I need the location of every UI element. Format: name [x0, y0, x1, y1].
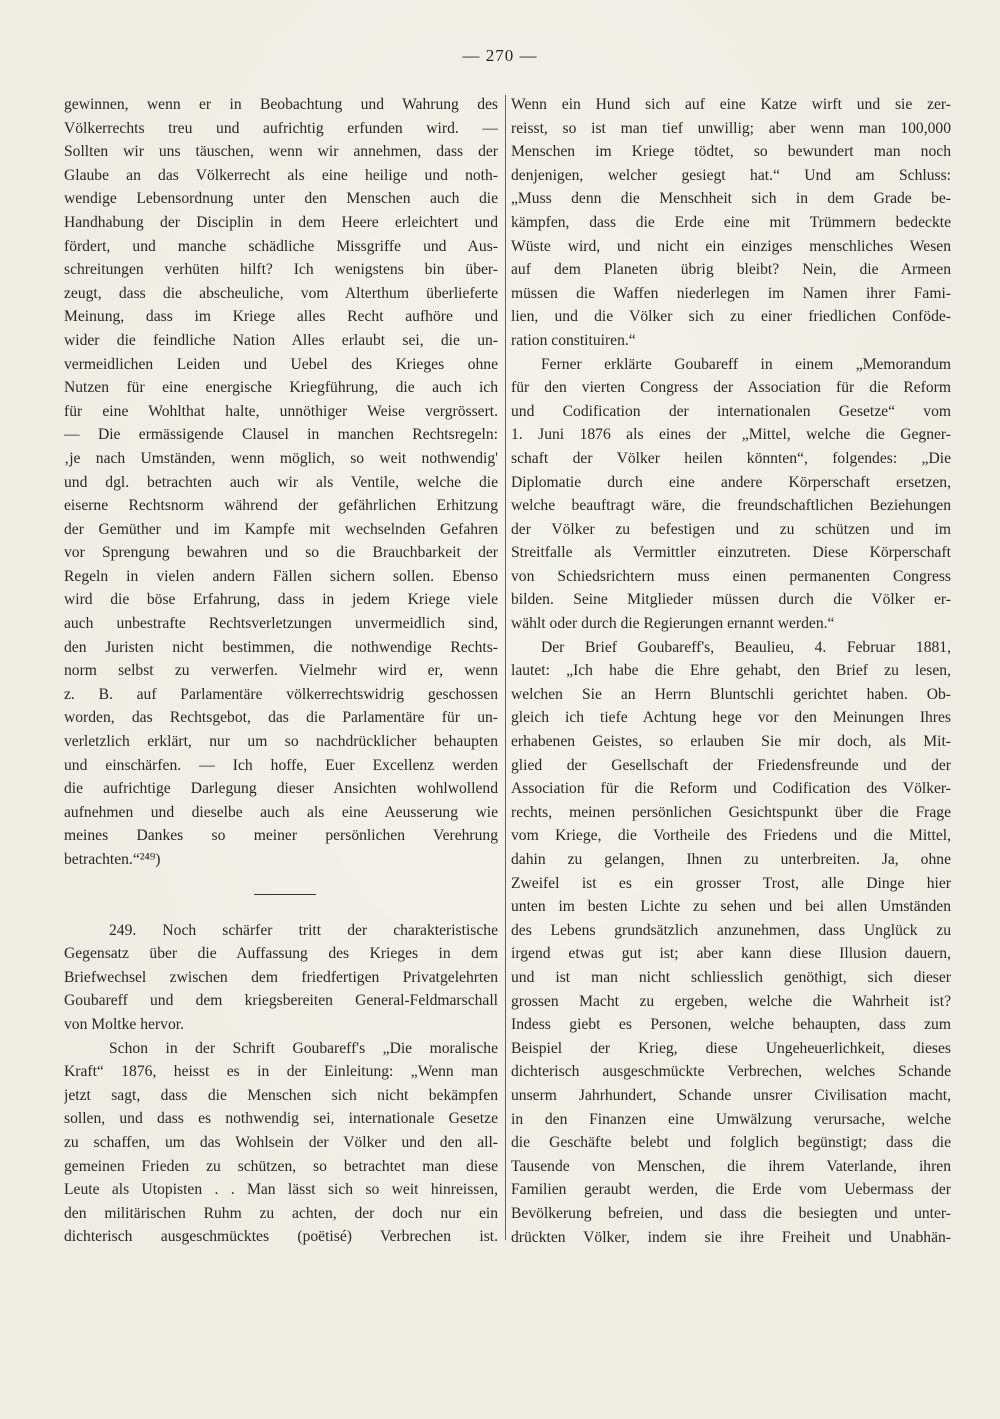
text-line: denjenigen, welcher gesiegt hat.“ Und am Schluss: — [511, 166, 951, 184]
text-line: welchen Sie an Herrn Bluntschli gerichtet haben. Ob- — [511, 685, 951, 703]
text-line: Goubareff und dem kriegsbereiten General-Feldmarschall — [64, 992, 498, 1010]
text-line: ration constituiren.“ — [511, 331, 636, 349]
text-line: lien, und die Völker sich zu einer friedlichen Confödе- — [511, 308, 951, 326]
text-line: dahin zu gelangen, Ihnen zu unterbreiten. Ja, ohne — [511, 851, 951, 868]
text-line: des Lebens grundsätzlich anzunehmen, dass Unglück zu — [511, 921, 951, 939]
text-line: Meinung, dass im Kriege alles Recht aufhöre und — [64, 308, 498, 326]
text-line: schaft der Völker heilen könnten“, folgendes: „Die — [511, 449, 951, 467]
text-line: für eine Wohlthat halte, unnöthiger Weise vergrössert. — [64, 402, 498, 420]
text-line: eiserne Rechtsnorm während der gefährlichen Erhitzung — [64, 497, 498, 515]
text-line: 249. Noch schärfer tritt der charakteristische — [109, 921, 498, 939]
right-paragraph-2 — [511, 353, 951, 636]
text-line: drückten Völker, indem sie ihre Freiheit und Unabhän- — [511, 1228, 951, 1246]
text-line: aufnehmen und dieselbe auch als eine Aeusserung wie — [64, 803, 498, 821]
left-paragraph-3 — [64, 1037, 498, 1249]
text-line: Völkerrechts treu und aufrichtig erfunden wird. — — [64, 119, 498, 137]
text-line: gemeinen Frieden zu schützen, so betrachtet man diese — [64, 1157, 498, 1175]
text-line: gleich ich tiefe Achtung hege vor den Meinungen Ihres — [511, 709, 951, 727]
column-divider — [505, 95, 506, 1240]
text-line: Beispiel der Krieg, diese Ungeheuerlichkeit, dieses — [511, 1039, 951, 1057]
text-line: bilden. Seine Mitglieder müssen durch die Völker er- — [511, 591, 951, 609]
left-paragraph-2 — [64, 919, 498, 1037]
text-line: Handhabung der Disciplin in dem Heere erleichtert und — [64, 213, 498, 231]
text-line: Indess giebt es Personen, welche behaupten, dass zum — [511, 1016, 951, 1034]
text-line: gewinnen, wenn er in Beobachtung und Wahrung des — [64, 96, 498, 113]
text-line: den militärischen Ruhm zu achten, der doch nur ein — [64, 1204, 498, 1222]
text-line: Menschen im Kriege tödtet, so bewundert man noch — [511, 143, 951, 161]
text-line: und ist man nicht schliesslich genöthigt, sich dieser — [511, 968, 951, 986]
text-line: wird die böse Erfahrung, dass in jedem Kriege viele — [64, 591, 498, 609]
text-line: den Juristen nicht bestimmen, die nothwendige Rechts- — [64, 638, 498, 656]
text-line: der Völker zu befestigen und zu schützen und im — [511, 520, 951, 538]
text-line: dichterisch ausgeschmücktes (poëtisé) Verbrechen ist. — [64, 1228, 498, 1246]
text-line: meines Dankes so meiner persönlichen Verehrung — [64, 827, 498, 845]
text-line: für den vierten Congress der Association für die Reform — [511, 379, 951, 397]
page-number: — 270 — — [462, 46, 538, 65]
text-line: Schon in der Schrift Goubareff's „Die moralische — [109, 1039, 498, 1057]
text-line: grossen Macht zu ergeben, welche die Wahrheit ist? — [511, 992, 951, 1010]
text-line: vom Kriege, die Vortheile des Friedens und die Mittel, — [511, 827, 951, 845]
text-line: die aufrichtige Darlegung dieser Ansichten wohlwollend — [64, 780, 498, 798]
text-line: wendige Lebensordnung unter den Menschen auch die — [64, 190, 498, 208]
separator-rule — [254, 894, 316, 895]
left-paragraph-1 — [64, 93, 498, 872]
text-line: Leute als Utopisten . . Man lässt sich so weit hinreissen, — [64, 1181, 498, 1199]
text-line: Streitfalle als Vermittler einzutreten. Diese Körperschaft — [511, 544, 951, 562]
text-line: Gegensatz über die Auffassung des Krieges in dem — [64, 945, 498, 963]
right-column — [511, 93, 951, 1249]
text-line: dichterisch ausgeschmückte Verbrechen, welches Schande — [511, 1063, 951, 1081]
left-column — [64, 93, 498, 1249]
text-line: Diplomatie durch eine andere Körperschaft ersetzen, — [511, 473, 951, 491]
text-line: Der Brief Goubareff's, Beaulieu, 4. Februar 1881, — [541, 638, 951, 656]
text-line: müssen die Waffen niederlegen im Namen ihrer Fami- — [511, 284, 951, 302]
text-line: „Muss denn die Menschheit sich in dem Grade be- — [511, 190, 951, 208]
text-line: Nutzen für eine energische Kriegführung, die auch ich — [64, 379, 498, 397]
text-line: rechts, meinen persönlichen Gesichtspunkt über die Frage — [511, 803, 951, 821]
text-line: Briefwechsel zwischen dem friedfertigen Privatgelehrten — [64, 968, 498, 986]
text-line: und dgl. betrachten auch wir als Ventile, welche die — [64, 473, 498, 491]
text-line: glied der Gesellschaft der Friedensfreunde und der — [511, 756, 951, 774]
text-line: Wüste wird, und nicht ein einziges menschliches Wesen — [511, 237, 951, 255]
text-line: Wenn ein Hund sich auf eine Katze wirft und sie zer- — [511, 96, 951, 113]
text-line: schreitungen verhüten hilft? Ich wenigstens bin über- — [64, 261, 498, 279]
text-line: und Codification der internationalen Gesetze“ vom — [511, 402, 951, 420]
text-line: verletzlich erklärt, nur um so nachdrücklicher behaupten — [64, 733, 498, 751]
text-line: und einschärfen. — Ich hoffe, Euer Excellenz werden — [64, 756, 498, 774]
text-line: Bevölkerung befreien, und dass die besiegten und unter- — [511, 1204, 951, 1222]
text-line: vor Sprengung bewahren und so die Brauchbarkeit der — [64, 544, 498, 562]
text-line: kämpfen, dass die Erde eine mit Trümmern bedeckte — [511, 213, 951, 231]
text-line: Association für die Reform und Codification des Völker- — [511, 780, 951, 798]
text-line: der Gemüther und im Kampfe mit wechselnden Gefahren — [64, 520, 498, 538]
text-line: Ferner erklärte Goubareff in einem „Memorandum — [541, 355, 951, 373]
right-paragraph-3 — [511, 636, 951, 1249]
text-line: worden, das Rechtsgebot, das die Parlamentäre für un- — [64, 709, 498, 727]
text-line: fördert, und manche schädliche Missgriffe und Aus- — [64, 237, 498, 255]
text-line: unserm Jahrhundert, Schande unsrer Civilisation macht, — [511, 1086, 951, 1104]
text-line: Glaube an das Völkerrecht als eine heilige und noth- — [64, 166, 498, 184]
text-line: sollen, und dass es nothwendig sei, internationale Gesetze — [64, 1110, 498, 1128]
text-line: von Moltke hervor. — [64, 1015, 184, 1033]
text-line: betrachten.“²⁴⁹) — [64, 851, 161, 868]
section-separator — [64, 872, 498, 919]
text-line: Familien geraubt werden, die Erde vom Uebermass der — [511, 1181, 951, 1199]
text-line: lautet: „Ich habe die Ehre gehabt, den Brief zu lesen, — [511, 662, 951, 680]
text-line: zeugt, dass die abscheuliche, vom Alterthum überlieferte — [64, 284, 498, 302]
text-line: 1. Juni 1876 als eines der „Mittel, welche die Gegner- — [511, 426, 951, 444]
text-line: norm selbst zu verwerfen. Vielmehr wird er, wenn — [64, 662, 498, 680]
text-line: erhabenen Geistes, so erlauben Sie mir doch, als Mit- — [511, 733, 951, 751]
text-line: auf dem Planeten übrig bleibt? Nein, die Armeen — [511, 261, 951, 279]
text-line: unten im besten Lichte zu sehen und bei allen Umständen — [511, 898, 951, 916]
text-line: z. B. auf Parlamentäre völkerrechtswidrig geschossen — [64, 685, 498, 703]
text-line: welche beauftragt wäre, die freundschaftlichen Beziehungen — [511, 497, 951, 515]
text-line: irgend etwas gut ist; aber kann diese Illusion dauern, — [511, 945, 951, 963]
text-line: Kraft“ 1876, heisst es in der Einleitung: „Wenn man — [64, 1063, 498, 1081]
text-line: Tausende von Menschen, die ihrem Vaterlande, ihren — [511, 1157, 951, 1175]
text-line: Sollten wir uns täuschen, wenn wir annehmen, dass der — [64, 143, 498, 161]
text-line: vermeidlichen Leiden und Uebel des Krieges ohne — [64, 355, 498, 373]
text-line: ‚je nach Umständen, wenn möglich, so weit nothwendig' — [64, 449, 498, 467]
text-line: jetzt sagt, dass die Menschen sich nicht bekämpfen — [64, 1086, 498, 1104]
text-line: von Schiedsrichtern muss einen permanenten Congress — [511, 567, 951, 585]
text-line: — Die ermässigende Clausel in manchen Rechtsregeln: — [64, 426, 498, 444]
text-line: wählt oder durch die Regierungen ernannt werden.“ — [511, 615, 835, 633]
text-line: reisst, so ist man tief unwillig; aber wenn man 100,000 — [511, 119, 951, 137]
text-line: zu schaffen, um das Wohlsein der Völker und den all- — [64, 1133, 498, 1151]
text-line: Zweifel ist es ein grosser Trost, alle Dinge hier — [511, 874, 951, 892]
text-line: Regeln in vielen andern Fällen sichern sollen. Ebenso — [64, 567, 498, 585]
right-paragraph-1 — [511, 93, 951, 353]
text-line: die Geschäfte belebt und folglich begünstigt; dass die — [511, 1134, 951, 1152]
text-line: wider die feindliche Nation Alles erlaubt sei, die un- — [64, 331, 498, 349]
text-line: auch unbestrafte Rechtsverletzungen unvermeidlich sind, — [64, 615, 498, 633]
text-line: in den Finanzen eine Umwälzung verursache, welche — [511, 1110, 951, 1128]
